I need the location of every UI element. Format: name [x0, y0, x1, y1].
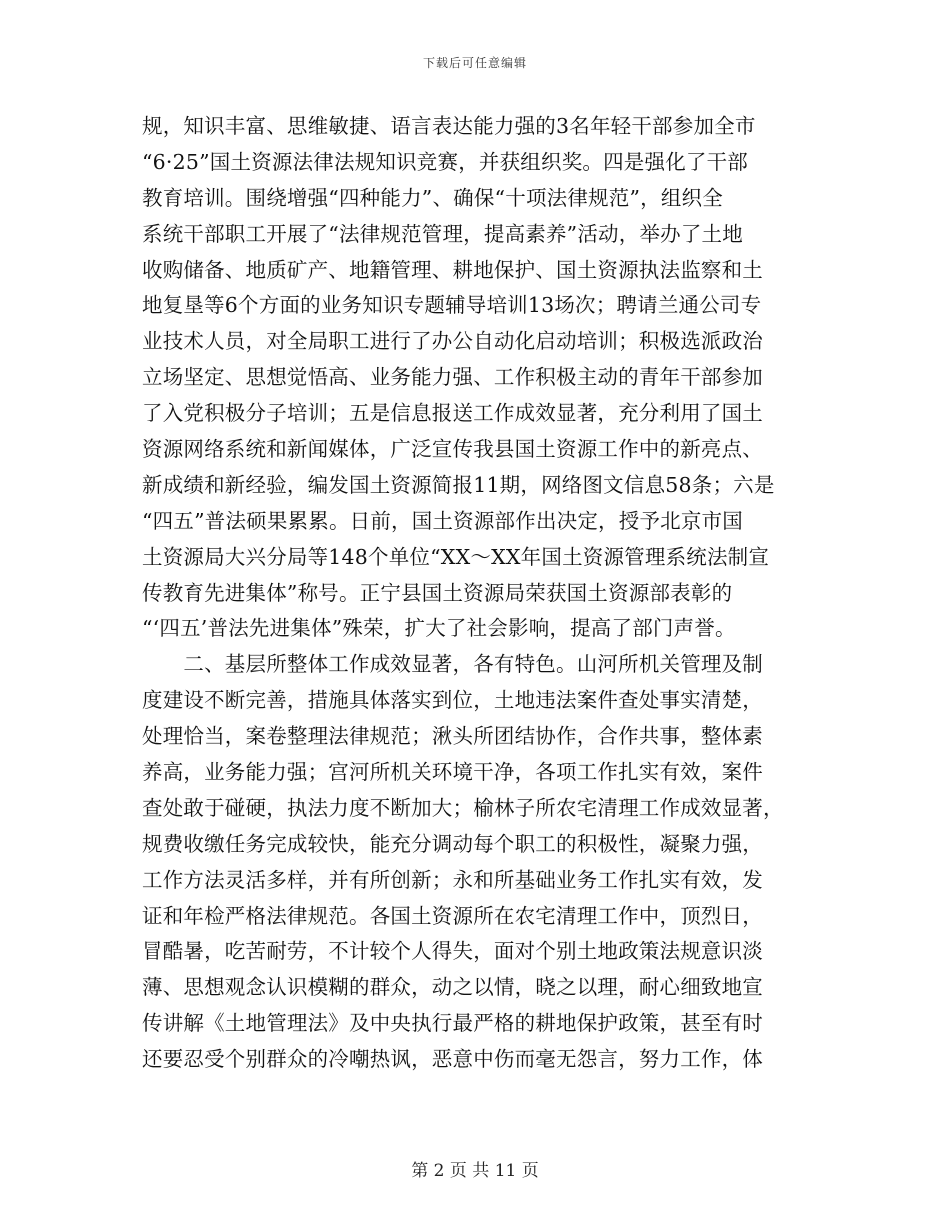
text-line: 养高，业务能力强；宫河所机关环境干净，各项工作扎实有效，案件	[142, 760, 763, 785]
text-line: “‘四五’普法先进集体”殊荣，扩大了社会影响，提高了部门声誉。	[142, 616, 736, 641]
text-line: 度建设不断完善，措施具体落实到位，土地违法案件查处事实清楚，	[142, 688, 763, 713]
text-line: 传教育先进集体”称号。正宁县国土资源局荣获国土资源部表彰的	[142, 580, 733, 605]
text-line: 系统干部职工开展了“法律规范管理，提高素养”活动，举办了土地	[142, 221, 743, 246]
text-line: “6·25”国土资源法律法规知识竞赛，并获组织奖。四是强化了干部	[142, 149, 749, 174]
text-line: 新成绩和新经验，编发国土资源简报11期，网络图文信息58条；六是	[142, 472, 775, 497]
text-line: 冒酷暑，吃苦耐劳，不计较个人得失，面对个别土地政策法规意识淡	[142, 939, 763, 964]
document-body	[142, 109, 810, 1078]
text-line: 业技术人员，对全局职工进行了办公自动化启动培训；积极选派政治	[142, 329, 763, 354]
text-line: 传讲解《土地管理法》及中央执行最严格的耕地保护政策，甚至有时	[142, 1011, 763, 1036]
text-line: 地复垦等6个方面的业务知识专题辅导培训13场次；聘请兰通公司专	[142, 293, 762, 318]
text-line: 查处敢于碰硬，执法力度不断加大；榆林子所农宅清理工作成效显著，	[142, 795, 784, 820]
text-line: 还要忍受个别群众的冷嘲热讽，恶意中伤而毫无怨言，努力工作，体	[142, 1047, 763, 1072]
page-header: 下载后可任意编辑	[422, 56, 527, 70]
text-line: 规费收缴任务完成较快，能充分调动每个职工的积极性，凝聚力强，	[142, 831, 763, 856]
text-line: “四五”普法硕果累累。日前，国土资源部作出决定，授予北京市国	[142, 508, 743, 533]
text-line: 规，知识丰富、思维敏捷、语言表达能力强的3名年轻干部参加全市	[142, 114, 756, 138]
page-number-footer: 第 2 页 共 11 页	[411, 1161, 539, 1181]
text-line: 了入党积极分子培训；五是信息报送工作成效显著，充分利用了国土	[142, 401, 763, 426]
text-line: 土资源局大兴分局等148个单位“XX～XX年国土资源管理系统法制宣	[142, 544, 770, 569]
text-line: 教育培训。围绕增强“四种能力”、确保“十项法律规范”，组织全	[142, 185, 723, 210]
text-line: 工作方法灵活多样，并有所创新；永和所基础业务工作扎实有效，发	[142, 867, 763, 892]
text-line: 证和年检严格法律规范。各国土资源所在农宅清理工作中，顶烈日，	[142, 903, 763, 928]
text-line: 薄、思想观念认识模糊的群众，动之以情，晓之以理，耐心细致地宣	[142, 975, 763, 1000]
paragraph-start-line: 二、基层所整体工作成效显著，各有特色。山河所机关管理及制	[142, 652, 763, 677]
text-line: 处理恰当，案卷整理法律规范；湫头所团结协作，合作共事，整体素	[142, 724, 763, 749]
text-line: 立场坚定、思想觉悟高、业务能力强、工作积极主动的青年干部参加	[142, 365, 763, 390]
text-line: 资源网络系统和新闻媒体，广泛宣传我县国土资源工作中的新亮点、	[142, 437, 763, 462]
text-line: 收购储备、地质矿产、地籍管理、耕地保护、国土资源执法监察和土	[142, 257, 763, 282]
